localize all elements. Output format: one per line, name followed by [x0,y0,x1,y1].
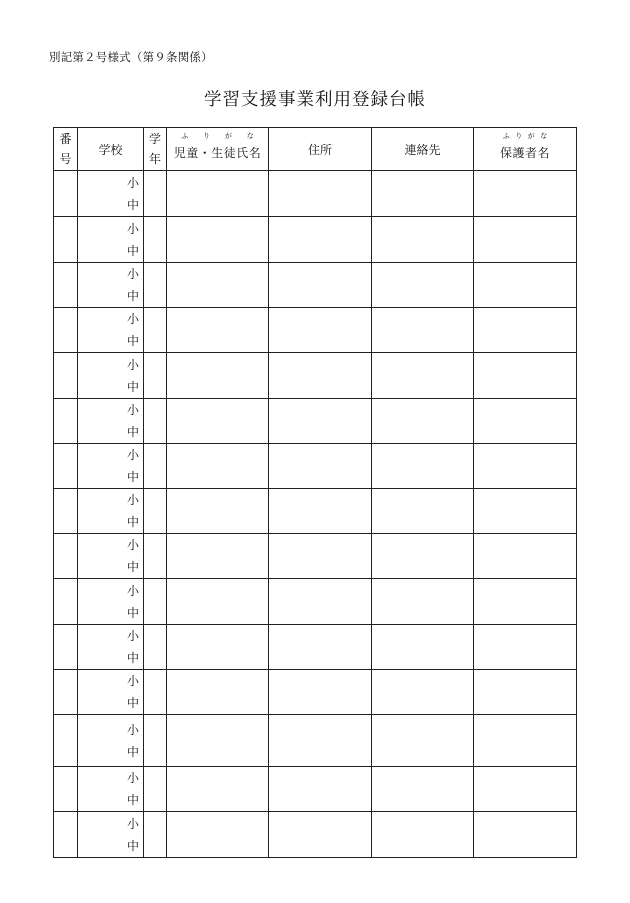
header-number [54,128,78,171]
address-cell[interactable] [269,670,372,715]
grade-cell[interactable] [144,715,167,767]
number-cell[interactable] [54,670,78,715]
grade-cell[interactable] [144,670,167,715]
guardian-name-furigana-2: り [515,131,523,140]
school-type-options [127,354,139,398]
number-cell[interactable] [54,217,78,263]
school-type-elementary: 小 [126,357,139,372]
number-cell[interactable] [54,534,78,579]
guardian-name-cell[interactable] [474,579,577,625]
school-cell[interactable] [78,308,144,353]
student-name-cell[interactable] [167,715,269,767]
address-cell[interactable] [269,489,372,534]
header-grade [144,128,167,171]
student-name-label: 児童・生徒氏名 [173,145,262,160]
school-type-junior-high: 中 [126,334,139,348]
guardian-name-cell[interactable] [474,534,577,579]
address-cell[interactable] [269,353,372,399]
school-cell[interactable] [78,670,144,715]
school-type-options [127,534,139,578]
address-cell[interactable] [269,217,372,263]
address-cell[interactable] [269,263,372,308]
student-name-cell[interactable] [167,812,269,858]
student-name-cell[interactable] [167,534,269,579]
header-grade-char-1: 学 [148,132,161,146]
student-name-cell[interactable] [167,579,269,625]
student-name-cell[interactable] [167,489,269,534]
school-type-junior-high: 中 [126,744,139,759]
guardian-name-cell[interactable] [474,812,577,858]
school-cell[interactable] [78,767,144,812]
school-type-options [127,813,139,857]
guardian-name-cell[interactable] [474,308,577,353]
contact-cell[interactable] [372,715,474,767]
header-number-char-1: 番 [59,132,72,146]
school-type-elementary: 小 [126,448,139,462]
school-cell[interactable] [78,715,144,767]
number-cell[interactable] [54,263,78,308]
number-cell[interactable] [54,715,78,767]
number-cell[interactable] [54,767,78,812]
student-name-cell[interactable] [167,171,269,217]
form-reference: 別記第２号様式（第９条関係） [49,50,213,64]
school-cell[interactable] [78,812,144,858]
school-type-junior-high: 中 [126,560,139,574]
school-type-elementary: 小 [126,629,139,643]
school-cell[interactable] [78,171,144,217]
table-row [54,399,577,444]
school-type-junior-high: 中 [126,379,139,394]
grade-cell[interactable] [144,579,167,625]
school-type-elementary: 小 [126,674,139,688]
contact-cell[interactable] [372,171,474,217]
table-row [54,767,577,812]
header-number-char-2: 号 [59,152,72,166]
contact-cell[interactable] [372,444,474,489]
contact-cell[interactable] [372,579,474,625]
guardian-name-cell[interactable] [474,399,577,444]
grade-cell[interactable] [144,353,167,399]
school-type-options [127,172,139,216]
guardian-name-cell[interactable] [474,263,577,308]
guardian-name-cell[interactable] [474,670,577,715]
school-type-options [127,399,139,443]
school-type-junior-high: 中 [126,515,139,529]
registration-table [53,127,577,858]
student-name-cell[interactable] [167,217,269,263]
table-row [54,171,577,217]
school-type-options [127,670,139,714]
grade-cell[interactable] [144,625,167,670]
school-type-junior-high: 中 [126,425,139,439]
school-type-options [127,625,139,669]
school-type-junior-high: 中 [126,289,139,303]
student-name-cell[interactable] [167,767,269,812]
grade-cell[interactable] [144,767,167,812]
table-row [54,715,577,767]
grade-cell[interactable] [144,217,167,263]
school-type-options [127,719,139,763]
number-cell[interactable] [54,171,78,217]
address-cell[interactable] [269,308,372,353]
student-name-cell[interactable] [167,670,269,715]
school-type-junior-high: 中 [126,197,139,212]
school-type-junior-high: 中 [126,651,139,665]
address-cell[interactable] [269,534,372,579]
school-cell[interactable] [78,625,144,670]
guardian-name-cell[interactable] [474,171,577,217]
guardian-name-furigana-4: な [540,131,548,140]
guardian-name-cell[interactable] [474,489,577,534]
grade-cell[interactable] [144,308,167,353]
table-row [54,812,577,858]
school-cell[interactable] [78,353,144,399]
contact-cell[interactable] [372,489,474,534]
school-type-elementary: 小 [126,312,139,326]
number-cell[interactable] [54,308,78,353]
grade-cell[interactable] [144,263,167,308]
guardian-name-cell[interactable] [474,444,577,489]
school-type-options [127,767,139,811]
school-type-junior-high: 中 [126,243,139,258]
grade-cell[interactable] [144,489,167,534]
school-type-elementary: 小 [126,221,139,236]
header-guardian-name [474,128,577,171]
number-cell[interactable] [54,399,78,444]
table-row [54,670,577,715]
guardian-name-cell[interactable] [474,767,577,812]
guardian-name-furigana-1: ふ [502,131,510,140]
guardian-name-ruby [499,131,550,161]
contact-cell[interactable] [372,670,474,715]
student-name-furigana-4: な [246,131,254,140]
school-type-elementary: 小 [126,493,139,507]
school-type-options [127,444,139,488]
table-row [54,534,577,579]
school-type-elementary: 小 [126,175,139,190]
student-name-furigana-2: り [203,131,211,140]
table-row [54,353,577,399]
school-type-options [127,218,139,262]
address-cell[interactable] [269,399,372,444]
table-header-row [54,128,577,171]
contact-cell[interactable] [372,353,474,399]
address-cell[interactable] [269,579,372,625]
school-type-options [127,308,139,352]
student-name-furigana-1: ふ [181,131,189,140]
number-cell[interactable] [54,353,78,399]
school-cell[interactable] [78,489,144,534]
student-name-ruby [173,131,262,161]
header-student-name [167,128,269,171]
contact-cell[interactable] [372,812,474,858]
student-name-cell[interactable] [167,399,269,444]
school-type-elementary: 小 [126,816,139,831]
address-cell[interactable] [269,171,372,217]
school-type-elementary: 小 [126,403,139,417]
table-row [54,217,577,263]
school-cell[interactable] [78,399,144,444]
contact-cell[interactable] [372,263,474,308]
guardian-name-cell[interactable] [474,625,577,670]
school-type-elementary: 小 [126,722,139,737]
grade-cell[interactable] [144,444,167,489]
grade-cell[interactable] [144,534,167,579]
address-cell[interactable] [269,812,372,858]
guardian-name-furigana-3: が [527,131,535,140]
document-title: 学習支援事業利用登録台帳 [204,90,426,110]
school-type-junior-high: 中 [126,793,139,807]
address-cell[interactable] [269,444,372,489]
school-type-junior-high: 中 [126,838,139,853]
contact-cell[interactable] [372,767,474,812]
table-row [54,308,577,353]
student-name-cell[interactable] [167,263,269,308]
header-school: 学校 [78,128,144,171]
table-row [54,625,577,670]
contact-cell[interactable] [372,308,474,353]
header-grade-char-2: 年 [148,152,161,166]
number-cell[interactable] [54,625,78,670]
school-type-options [127,580,139,624]
school-type-junior-high: 中 [126,696,139,710]
number-cell[interactable] [54,444,78,489]
grade-cell[interactable] [144,812,167,858]
school-type-junior-high: 中 [126,605,139,620]
school-type-junior-high: 中 [126,470,139,484]
student-name-cell[interactable] [167,444,269,489]
school-type-elementary: 小 [126,267,139,281]
table-row [54,444,577,489]
school-cell[interactable] [78,263,144,308]
school-type-elementary: 小 [126,771,139,785]
student-name-cell[interactable] [167,353,269,399]
number-cell[interactable] [54,812,78,858]
school-type-elementary: 小 [126,583,139,598]
table-row [54,263,577,308]
school-cell[interactable] [78,444,144,489]
address-cell[interactable] [269,625,372,670]
contact-cell[interactable] [372,534,474,579]
table-body [54,171,577,858]
school-cell[interactable] [78,534,144,579]
table-row [54,579,577,625]
contact-cell[interactable] [372,399,474,444]
table-row [54,489,577,534]
guardian-name-cell[interactable] [474,217,577,263]
student-name-cell[interactable] [167,308,269,353]
school-type-elementary: 小 [126,538,139,552]
school-cell[interactable] [78,217,144,263]
school-type-options [127,263,139,307]
header-contact: 連絡先 [372,128,474,171]
school-type-options [127,489,139,533]
number-cell[interactable] [54,489,78,534]
address-cell[interactable] [269,715,372,767]
contact-cell[interactable] [372,217,474,263]
student-name-furigana-3: が [224,131,232,140]
guardian-name-cell[interactable] [474,715,577,767]
student-name-cell[interactable] [167,625,269,670]
header-address: 住所 [269,128,372,171]
grade-cell[interactable] [144,171,167,217]
grade-cell[interactable] [144,399,167,444]
address-cell[interactable] [269,767,372,812]
guardian-name-label: 保護者名 [499,145,550,160]
school-cell[interactable] [78,579,144,625]
number-cell[interactable] [54,579,78,625]
guardian-name-cell[interactable] [474,353,577,399]
contact-cell[interactable] [372,625,474,670]
